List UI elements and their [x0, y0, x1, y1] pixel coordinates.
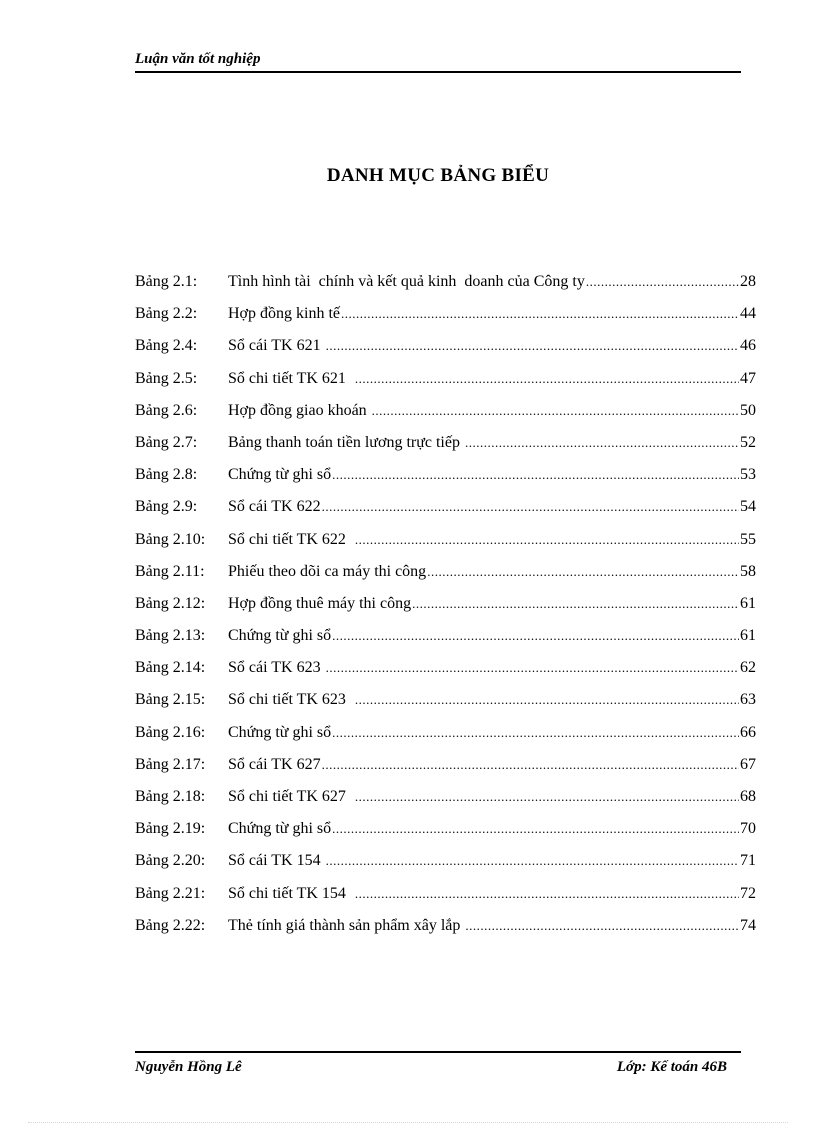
toc-entry-leader: [332, 722, 739, 744]
page-footer: [135, 1051, 741, 1077]
toc-entry-leader: [372, 400, 739, 422]
page-header: [135, 49, 741, 73]
toc-entry-title: Bảng thanh toán tiền lương trực tiếp: [228, 433, 464, 451]
toc-entry-label: Bảng 2.17:: [135, 755, 206, 773]
toc-entry-leader: [355, 689, 739, 711]
toc-entry-leader: [355, 368, 739, 390]
toc-entry-leader: [326, 850, 739, 872]
toc-entry: [135, 561, 756, 593]
toc-entry-label: Bảng 2.5:: [135, 369, 198, 387]
toc-entry-leader: [332, 818, 739, 840]
toc-entry: [135, 915, 756, 947]
toc-entry-title: Sổ chi tiết TK 627: [228, 788, 354, 805]
toc-entry-page: 70: [740, 820, 756, 838]
toc-entry: [135, 754, 756, 786]
toc-entry-title: Hợp đồng kinh tế: [228, 305, 341, 323]
toc-entry-title: Sổ chi tiết TK 622: [228, 530, 354, 548]
toc-entry-label: Bảng 2.7:: [135, 433, 198, 451]
toc-entry-page: 62: [740, 659, 756, 677]
toc-entry-leader: [332, 625, 739, 647]
toc-entry: [135, 850, 756, 882]
toc-entry-title: Sổ chi tiết TK 623: [228, 691, 354, 709]
toc-entry-page: 54: [740, 498, 756, 516]
toc-entry-title: Thẻ tính giá thành sản phẩm xây lắp: [228, 916, 465, 934]
toc-entry: [135, 657, 756, 689]
toc-entry: [135, 818, 756, 850]
toc-entry-label: Bảng 2.11:: [135, 562, 205, 580]
toc-entry-page: 44: [740, 305, 756, 323]
toc-entry-leader: [355, 883, 739, 905]
toc-entry-title: Sổ cái TK 154: [228, 852, 325, 870]
toc-entry: [135, 464, 756, 496]
toc-entry-label: Bảng 2.22:: [135, 916, 206, 934]
toc-entry-page: 67: [740, 755, 756, 773]
toc-entry-title: Sổ cái TK 623: [228, 659, 325, 677]
toc-entry-label: Bảng 2.4:: [135, 337, 198, 355]
table-of-contents: [135, 271, 756, 947]
footer-author: Nguyễn Hồng Lê: [135, 1059, 242, 1075]
toc-entry-leader: [355, 786, 739, 808]
toc-entry-label: Bảng 2.16:: [135, 723, 206, 741]
toc-entry-label: Bảng 2.10:: [135, 530, 206, 548]
toc-entry-title: Tình hình tài chính và kết quả kinh doanh của Công ty: [228, 273, 585, 290]
toc-entry-page: 28: [740, 273, 756, 290]
toc-entry-title: Chứng từ ghi sổ: [228, 627, 332, 645]
toc-entry-label: Bảng 2.18:: [135, 788, 206, 805]
toc-entry-label: Bảng 2.19:: [135, 820, 206, 838]
toc-entry: [135, 625, 756, 657]
toc-entry-leader: [322, 754, 739, 776]
toc-entry-leader: [355, 529, 739, 551]
toc-entry-title: Sổ chi tiết TK 621: [228, 369, 354, 387]
toc-entry-title: Chứng từ ghi sổ: [228, 466, 332, 484]
toc-entry: [135, 303, 756, 335]
toc-entry: [135, 883, 756, 915]
toc-entry-page: 68: [740, 788, 756, 805]
toc-entry-leader: [586, 271, 739, 293]
toc-entry-page: 61: [740, 627, 756, 645]
toc-entry-page: 53: [740, 466, 756, 484]
toc-entry-page: 52: [740, 433, 756, 451]
toc-entry: [135, 786, 756, 818]
toc-entry-title: Chứng từ ghi sổ: [228, 723, 332, 741]
toc-entry-leader: [427, 561, 739, 583]
footer-class: Lớp: Kế toán 46B: [616, 1059, 727, 1075]
toc-entry-title: Sổ cái TK 622: [228, 498, 321, 516]
toc-entry-label: Bảng 2.6:: [135, 401, 198, 419]
toc-entry: [135, 271, 756, 303]
toc-entry-title: Hợp đồng giao khoán: [228, 401, 371, 419]
toc-entry-label: Bảng 2.21:: [135, 884, 206, 902]
toc-entry-leader: [465, 432, 739, 454]
toc-entry-leader: [322, 496, 739, 518]
toc-entry-title: Sổ cái TK 621: [228, 337, 325, 355]
toc-entry-label: Bảng 2.2:: [135, 305, 198, 323]
toc-entry: [135, 529, 756, 561]
toc-entry-label: Bảng 2.1:: [135, 273, 198, 290]
toc-entry-title: Chứng từ ghi sổ: [228, 820, 332, 838]
toc-entry-page: 63: [740, 691, 756, 709]
toc-entry-label: Bảng 2.20:: [135, 852, 206, 870]
toc-entry-title: Sổ chi tiết TK 154: [228, 884, 354, 902]
toc-entry: [135, 496, 756, 528]
toc-entry-leader: [465, 915, 739, 937]
header-title: Luận văn tốt nghiệp: [135, 51, 261, 67]
toc-entry: [135, 722, 756, 754]
toc-entry: [135, 400, 756, 432]
toc-entry-label: Bảng 2.14:: [135, 659, 206, 677]
toc-entry-leader: [341, 303, 739, 325]
toc-entry-leader: [332, 464, 739, 486]
document-title: DANH MỤC BẢNG BIỂU: [326, 165, 550, 186]
toc-entry-title: Hợp đồng thuê máy thi công: [228, 594, 412, 612]
toc-entry-title: Sổ cái TK 627: [228, 755, 321, 773]
toc-entry: [135, 432, 756, 464]
toc-entry: [135, 689, 756, 721]
toc-entry-label: Bảng 2.15:: [135, 691, 206, 709]
toc-entry-page: 50: [740, 401, 756, 419]
toc-entry-leader: [326, 335, 739, 357]
toc-entry: [135, 335, 756, 367]
toc-entry-page: 58: [740, 562, 756, 580]
toc-entry-page: 74: [740, 916, 756, 934]
toc-entry-page: 72: [740, 884, 756, 902]
toc-entry-leader: [412, 593, 739, 615]
toc-entry: [135, 593, 756, 625]
toc-entry-leader: [326, 657, 739, 679]
toc-entry-page: 61: [740, 594, 756, 612]
toc-entry-title: Phiếu theo dõi ca máy thi công: [228, 562, 427, 580]
toc-entry-label: Bảng 2.8:: [135, 466, 198, 484]
toc-entry-page: 47: [740, 369, 756, 387]
toc-entry: [135, 368, 756, 400]
toc-entry-page: 46: [740, 337, 756, 355]
toc-entry-label: Bảng 2.13:: [135, 627, 206, 645]
toc-entry-label: Bảng 2.9:: [135, 498, 198, 516]
toc-entry-page: 55: [740, 530, 756, 548]
toc-entry-label: Bảng 2.12:: [135, 594, 206, 612]
toc-entry-page: 66: [740, 723, 756, 741]
toc-entry-page: 71: [740, 852, 756, 870]
